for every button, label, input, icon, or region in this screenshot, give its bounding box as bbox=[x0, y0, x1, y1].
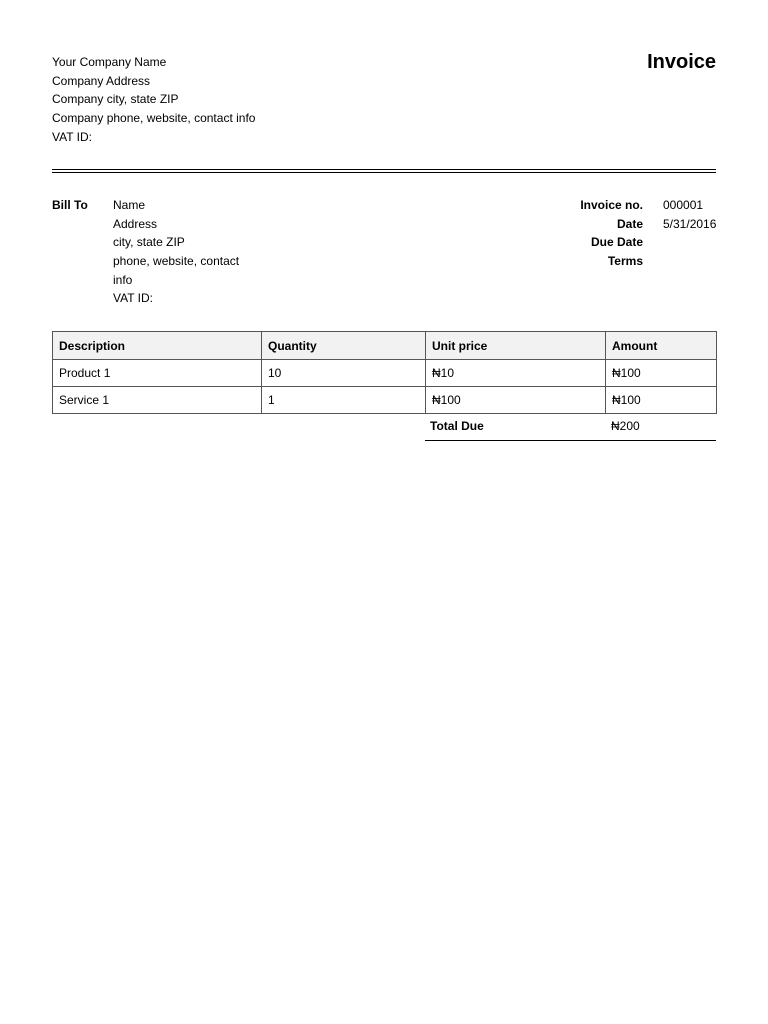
cell-quantity: 1 bbox=[262, 387, 426, 414]
cell-description: Product 1 bbox=[53, 360, 262, 387]
column-header-quantity: Quantity bbox=[262, 332, 426, 360]
table-header-row bbox=[53, 332, 717, 360]
bill-to-city: city, state ZIP bbox=[113, 235, 185, 249]
table-row bbox=[53, 387, 717, 414]
bill-to-address: Address bbox=[113, 217, 158, 231]
date-value: 5/31/2016 bbox=[663, 217, 717, 231]
due-date-label: Due Date bbox=[590, 235, 643, 249]
invoice-no-label: Invoice no. bbox=[580, 198, 643, 212]
cell-unit-price: ₦10 bbox=[426, 360, 606, 387]
header-divider-top bbox=[52, 169, 716, 170]
date-label: Date bbox=[616, 217, 643, 231]
invoice-no-value: 000001 bbox=[663, 198, 704, 212]
line-items-table bbox=[52, 331, 717, 414]
bill-to-vat: VAT ID: bbox=[113, 291, 154, 305]
total-underline bbox=[425, 440, 716, 441]
cell-quantity: 10 bbox=[262, 360, 426, 387]
document-title: Invoice bbox=[647, 51, 716, 73]
bill-to-label: Bill To bbox=[52, 198, 88, 212]
bill-to-contact-line2: info bbox=[113, 273, 133, 287]
header-divider-bottom bbox=[52, 172, 716, 173]
bill-to-name: Name bbox=[113, 198, 146, 212]
company-name: Your Company Name bbox=[52, 55, 167, 69]
terms-label: Terms bbox=[607, 254, 643, 268]
company-address: Company Address bbox=[52, 74, 151, 88]
column-header-unit-price: Unit price bbox=[426, 332, 606, 360]
cell-amount: ₦100 bbox=[606, 360, 717, 387]
column-header-description: Description bbox=[53, 332, 262, 360]
table-row bbox=[53, 360, 717, 387]
total-due-value: ₦200 bbox=[611, 419, 640, 433]
cell-unit-price: ₦100 bbox=[426, 387, 606, 414]
cell-amount: ₦100 bbox=[606, 387, 717, 414]
bill-to-contact-line1: phone, website, contact bbox=[113, 254, 240, 268]
total-due-label: Total Due bbox=[430, 419, 484, 433]
company-city: Company city, state ZIP bbox=[52, 92, 179, 106]
company-contact: Company phone, website, contact info bbox=[52, 111, 256, 125]
column-header-amount: Amount bbox=[606, 332, 717, 360]
company-vat: VAT ID: bbox=[52, 130, 93, 144]
cell-description: Service 1 bbox=[53, 387, 262, 414]
